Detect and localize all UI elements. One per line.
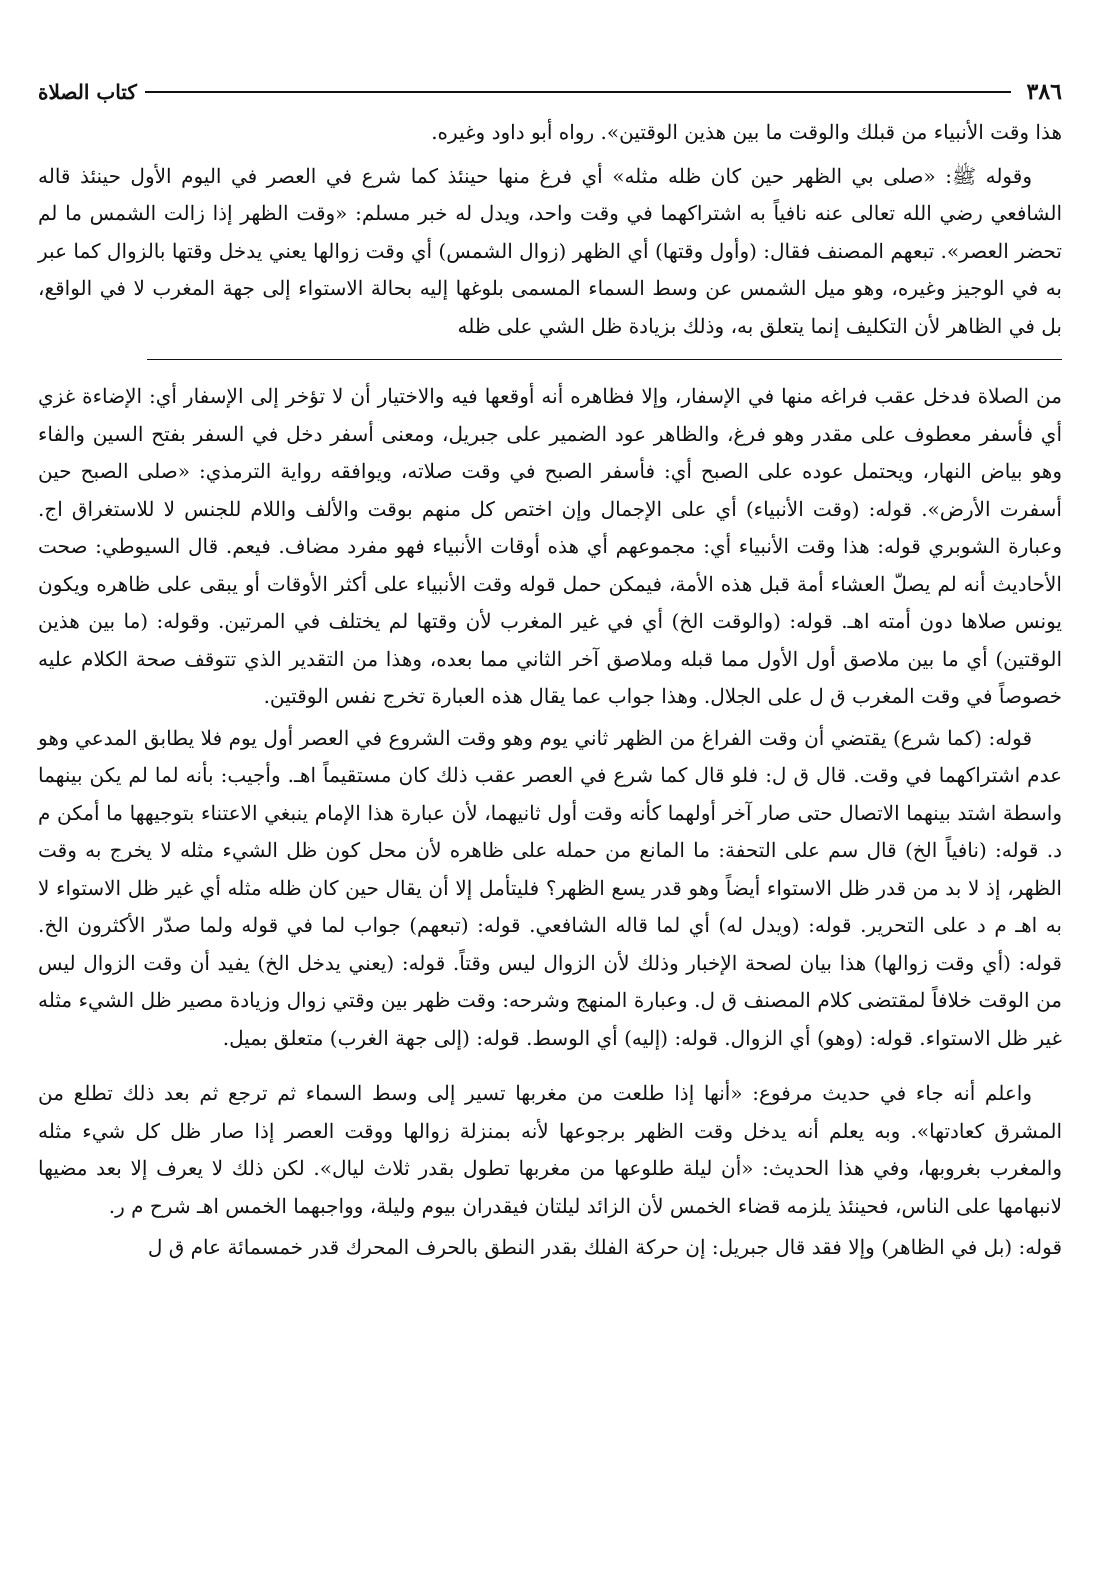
commentary-paragraph: واعلم أنه جاء في حديث مرفوع: «أنها إذا طلعت من مغربها تسير إلى وسط السماء ثم ترجع ثم بعد ذلك تطلع من المشرق كعادتها». وبه يعلم أنه يدخل وقت الظهر برجوعها لأنه بمنزلة زوالها ووقت العصر إذا صار ظل كل شيء مثله والمغرب بغروبها، وفي هذا الحديث: «أن ليلة طلوعها من مغربها تطول بقدر ثلاث ليال». لكن ذلك لا يعرف إلا بعد مضيها لانبهامها على الناس، فحينئذ يلزمه قضاء الخمس لأن الزائد ليلتان فيقدران بيوم وليلة، وواجبهما الخمس اهـ شرح م ر.	[38, 1081, 1062, 1218]
commentary-paragraph: قوله: (كما شرع) يقتضي أن وقت الفراغ من الظهر ثاني يوم وهو وقت الشروع في العصر أول يوم فلا يطابق المدعي وهو عدم اشتراكهما في وقت. قال ق ل: فلو قال كما شرع في العصر عقب ذلك كان مستقيماً اهـ. وأجيب: بأنه لما لم يكن بينهما واسطة اشتد بينهما الاتصال حتى صار آخر أولهما كأنه وقت أول ثانيهما، لأن عبارة هذا الإمام ينبغي الاعتناء بتوجيهها ما أمكن م د. قوله: (نافياً الخ) قال سم على التحفة: ما المانع من حمله على ظاهره لأن محل كون ظل الشيء مثله لا يخرج به وقت الظهر، إذ لا بد من قدر ظل الاستواء أيضاً وهو قدر يسع الظهر؟ فليتأمل إلا أن يقال حين كان ظله مثله أي غير ظل الاستواء لا به اهـ م د على التحرير. قوله: (ويدل له) أي لما قاله الشافعي. قوله: (تبعهم) جواب لما في قوله ولما صدّر الأكثرون الخ. قوله: (أي وقت زوالها) هذا بيان لصحة الإخبار وذلك لأن الزوال ليس وقتاً. قوله: (يعني يدخل الخ) يفيد أن وقت الزوال ليس من الوقت خلافاً لمقتضى كلام المصنف ق ل. وعبارة المنهج وشرحه: وقت ظهر بين وقتي زوال وزيادة مصير ظل الشيء مثله غير ظل الاستواء. قوله: (وهو) أي الزوال. قوله: (إليه) أي الوسط. قوله: (إلى جهة الغرب) متعلق بميل.	[38, 725, 1063, 1050]
commentary	[38, 378, 1062, 1267]
page-number: ٣٨٦	[1026, 79, 1062, 105]
main-text	[38, 114, 1062, 345]
main-paragraph: هذا وقت الأنبياء من قبلك والوقت ما بين هذين الوقتين». رواه أبو داود وغيره.	[431, 120, 1062, 144]
commentary-paragraph: من الصلاة فدخل عقب فراغه منها في الإسفار، وإلا فظاهره أنه أوقعها فيه والاختيار أن لا تؤخر إلى الإسفار أي: الإضاءة غزي أي فأسفر معطوف على مقدر وهو فرغ، والظاهر عود الضمير على جبريل، ومعنى أسفر دخل في السفر بفتح السين والفاء وهو بياض النهار، ويحتمل عوده على الصبح أي: فأسفر الصبح في وقت صلاته، ويوافقه رواية الترمذي: «صلى الصبح حين أسفرت الأرض». قوله: (وقت الأنبياء) أي على الإجمال وإن اختص كل منهم بوقت والألف واللام للجنس لا للاستغراق اج. وعبارة الشوبري قوله: هذا وقت الأنبياء أي: مجموعهم أي هذه أوقات الأنبياء فهو مفرد مضاف. فيعم. قال السيوطي: صحت الأحاديث أنه لم يصلّ العشاء أمة قبل هذه الأمة، فيمكن حمل قوله وقت الأنبياء على أكثر الأوقات أو يبقى على ظاهره ويكون يونس صلاها دون أمته اهـ. قوله: (والوقت الخ) أي في غير المغرب لأن وقتها لم يختلف في المرتين. وقوله: (ما بين هذين الوقتين) أي ما بين ملاصق أول الأول مما قبله وملاصق آخر الثاني مما بعده، وهذا من التقدير الذي تتوقف صحة الكلام عليه خصوصاً في وقت المغرب ق ل على الجلال. وهذا جواب عما يقال هذه العبارة تخرج نفس الوقتين.	[38, 384, 1062, 708]
commentary-paragraph: قوله: (بل في الظاهر) وإلا فقد قال جبريل: إن حركة الفلك بقدر النطق بالحرف المحرك قدر خمسمائة عام ق ل	[147, 1235, 1062, 1259]
main-paragraph: وقوله ﷺ: «صلى بي الظهر حين كان ظله مثله» أي فرغ منها حينئذ كما شرع في العصر في اليوم الأول حينئذ قاله الشافعي رضي الله تعالى عنه نافياً به اشتراكهما في وقت واحد، ويدل له خبر مسلم: «وقت الظهر إذا زالت الشمس ما لم تحضر العصر». تبعهم المصنف فقال: (وأول وقتها) أي الظهر (زوال الشمس) أي وقت زوالها يعني يدخل وقتها بالزوال كما عبر به في الوجيز وغيره، وهو ميل الشمس عن وسط السماء المسمى بلوغها إليه بحالة الاستواء إلى جهة المغرب لا في الواقع، بل في الظاهر لأن التكليف إنما يتعلق به، وذلك بزيادة ظل الشي على ظله	[38, 163, 1062, 338]
paragraph-gap	[38, 1061, 1062, 1075]
running-header	[38, 70, 1062, 114]
header-rule	[145, 91, 1011, 93]
footnote-separator	[147, 359, 1062, 360]
book-title: كتاب الصلاة	[38, 80, 137, 104]
